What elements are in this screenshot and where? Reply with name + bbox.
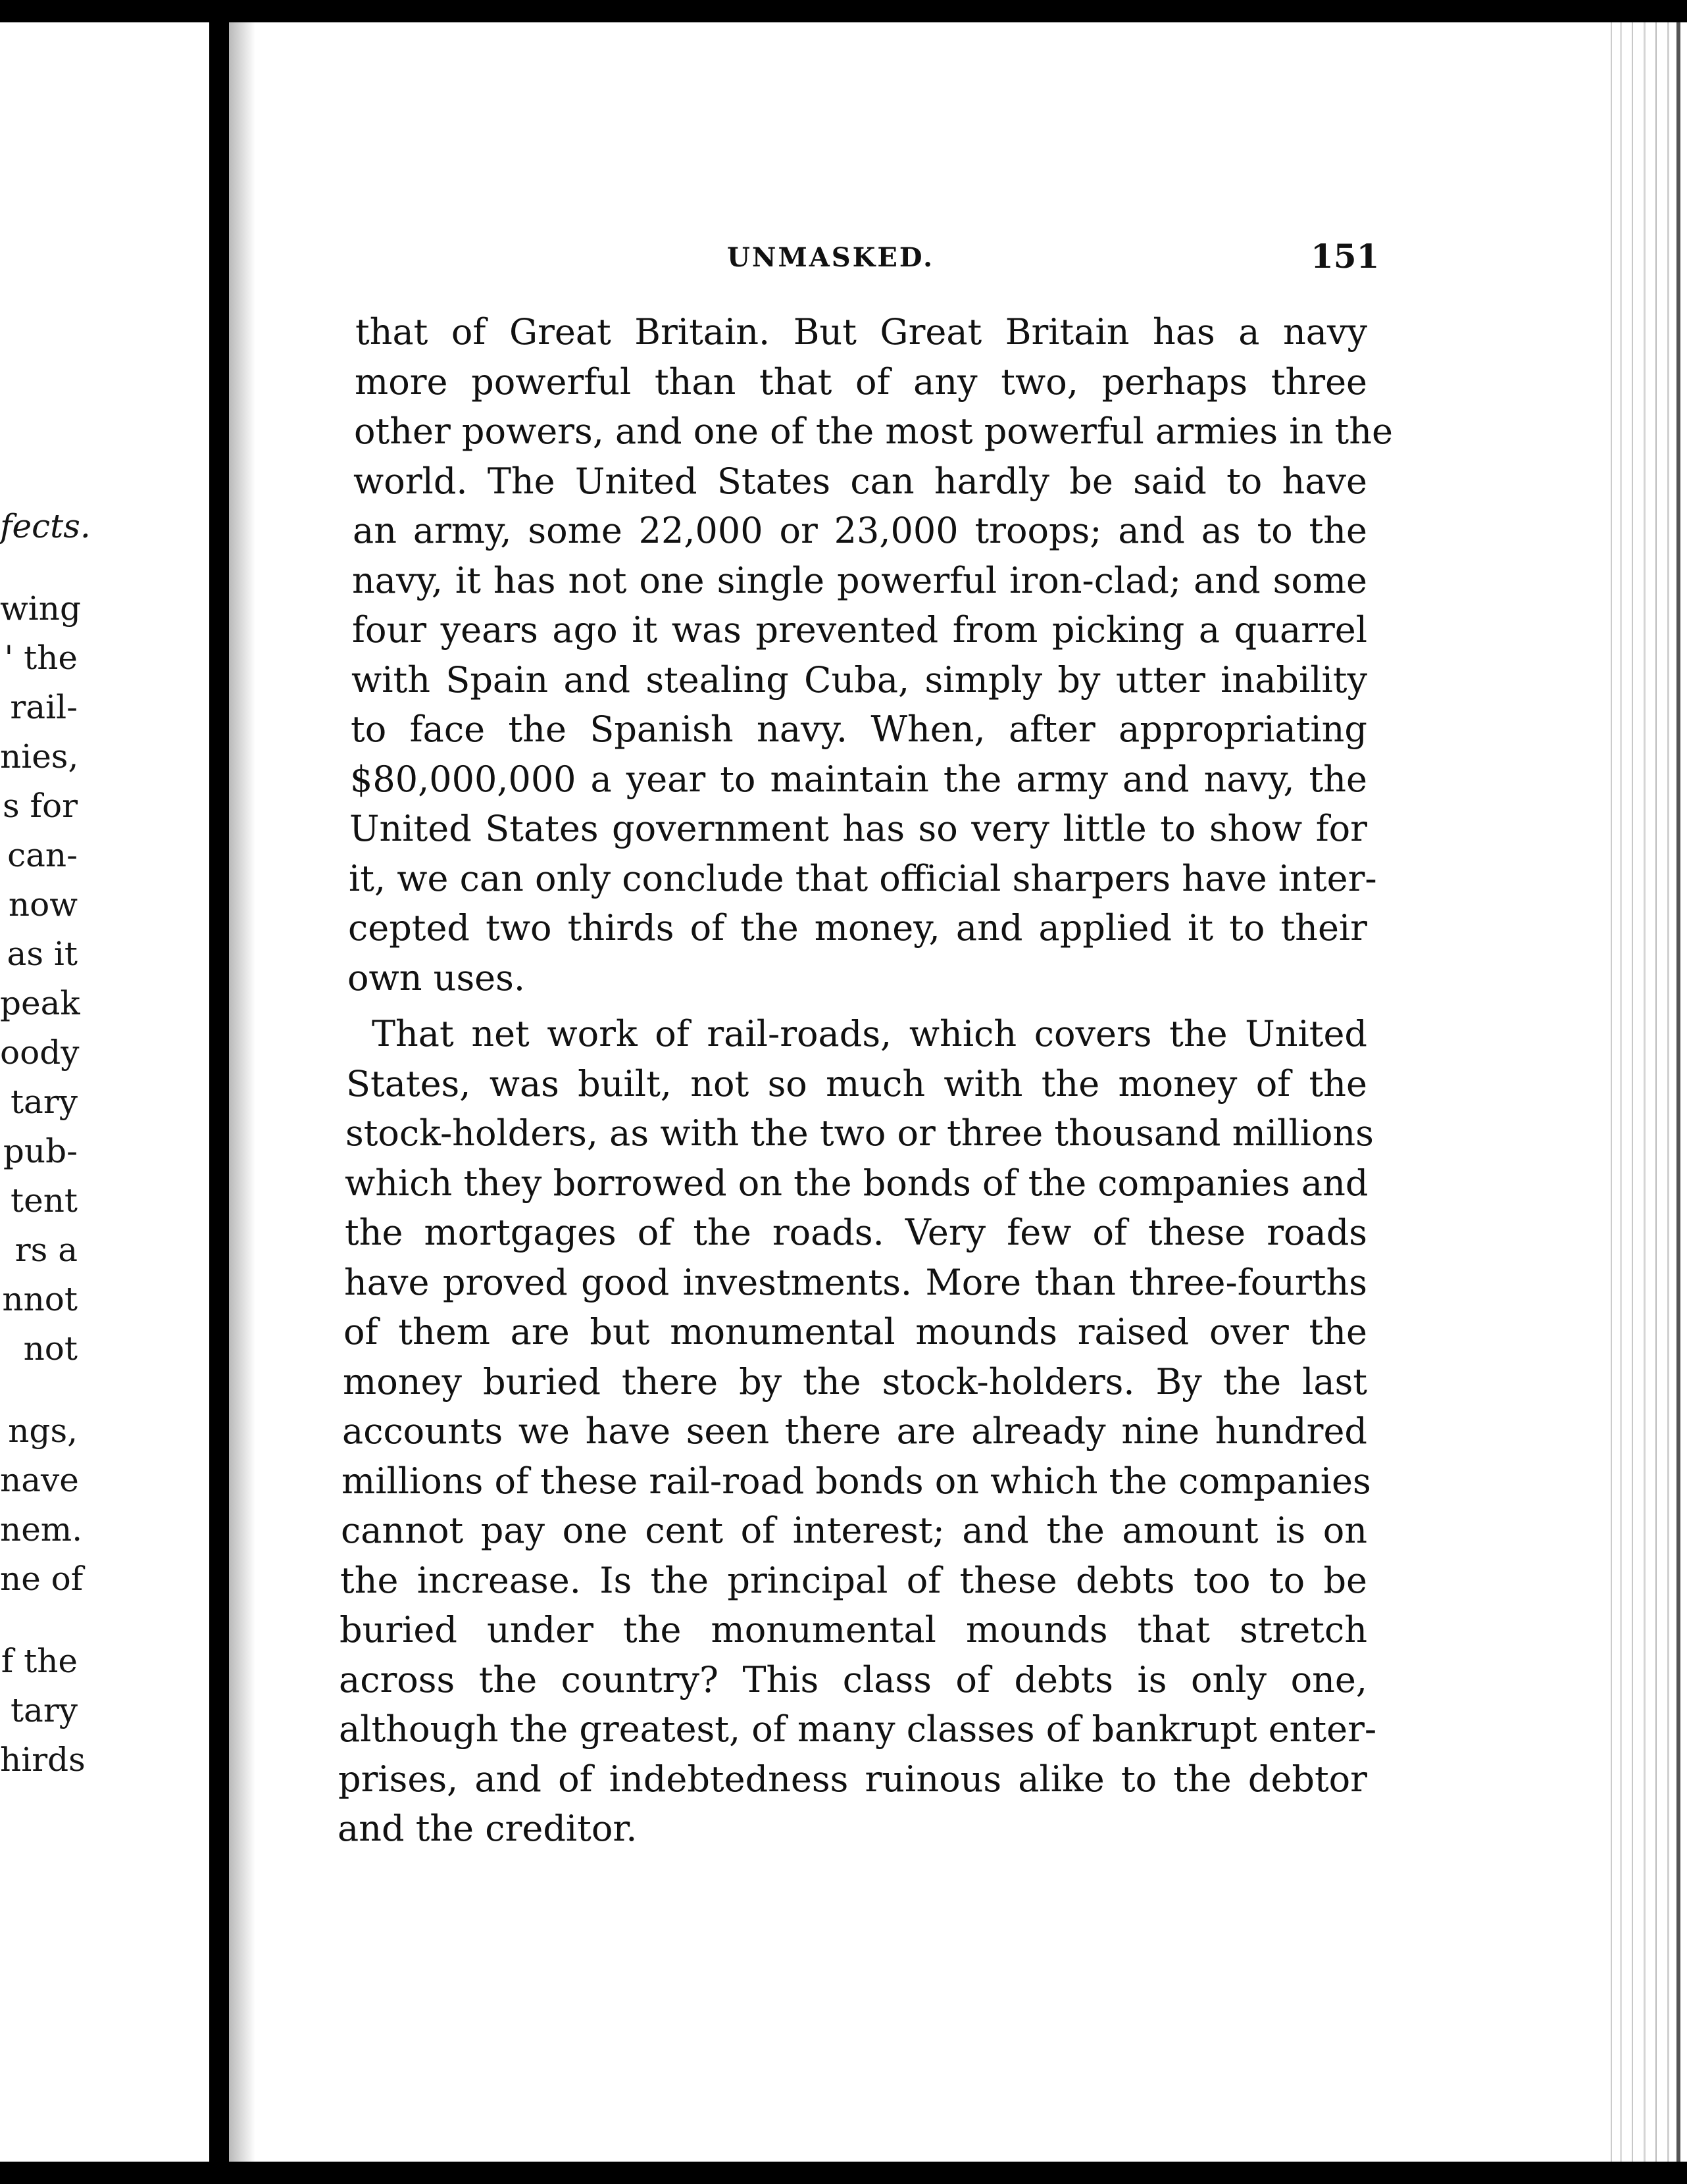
left-page-line: f the [1,1642,78,1680]
scan-top-border [0,0,1687,22]
book-gutter [209,22,229,2162]
left-page-line: fects. [0,507,91,545]
page-number: 151 [1311,237,1380,276]
left-page-line: tary [10,1083,78,1121]
text-line: States, was built, not so much with the money of the [346,1063,1367,1104]
left-page-fragment [0,22,209,2162]
left-page-line: rail- [10,688,78,726]
page-edge [1605,22,1687,2162]
text-line: to face the Spanish navy. When, after appropriating [351,708,1367,750]
text-line: That net work of rail-roads, which covers the United [372,1013,1367,1055]
left-page-line: tent [11,1181,78,1220]
text-line: the mortgages of the roads. Very few of these roads [345,1212,1367,1253]
text-line: stock-holders, as with the two or three thousand millions [345,1112,1374,1154]
text-line: other powers, and one of the most powerful armies in the [354,410,1393,452]
text-line: the increase. Is the principal of these debts too to be [340,1560,1367,1601]
gutter-shadow [229,22,255,2162]
left-page-line: ngs, [8,1412,78,1450]
scan-bottom-border [0,2162,1687,2184]
left-page-line: now [8,885,78,924]
left-page-line: oody [0,1033,80,1072]
left-page-line: as it [7,935,78,973]
left-page-line: nave [0,1461,79,1499]
text-line: buried under the monumental mounds that stretch [340,1609,1367,1650]
text-line: across the country? This class of debts is only one, [339,1659,1367,1700]
running-title: UNMASKED. [727,242,935,273]
text-line: although the greatest, of many classes of bankrupt enter- [339,1708,1377,1750]
left-page-line: s for [2,787,78,825]
text-line: own uses. [347,957,525,999]
text-line: United States government has so very little to show for [349,808,1367,849]
left-page-line: pub- [3,1132,78,1170]
left-page-line: tary [10,1691,78,1729]
text-line: prises, and of indebtedness ruinous alike to the debtor [338,1758,1367,1800]
text-line: an army, some 22,000 or 23,000 troops; and as to the [353,510,1367,551]
text-line: of them are but monumental mounds raised over the [343,1311,1367,1353]
text-line: that of Great Britain. But Great Britain has a navy [355,311,1367,353]
left-page-line: nem. [0,1510,83,1549]
left-page-line: wing [0,589,81,628]
text-line: four years ago it was prevented from picking a quarrel [352,609,1367,651]
text-line: which they borrowed on the bonds of the companies and [345,1162,1369,1204]
left-page-line: rs a [14,1231,78,1269]
left-page-line: ' the [4,639,78,677]
text-line: cannot pay one cent of interest; and the amount is on [341,1510,1367,1551]
text-line: and the creditor. [338,1808,638,1849]
text-line: money buried there by the stock-holders. By the last [343,1361,1367,1402]
text-line: navy, it has not one single powerful iron-clad; and some [352,560,1367,601]
text-line: cepted two thirds of the money, and applied it to their [348,907,1367,949]
text-line: millions of these rail-road bonds on which the companies [341,1460,1371,1502]
text-line: it, we can only conclude that official sharpers have inter- [349,858,1377,899]
left-page-line: can- [7,836,78,874]
left-page-line: ne of [0,1560,84,1598]
text-line: $80,000,000 a year to maintain the army and navy, the [350,758,1367,800]
text-line: world. The United States can hardly be said to have [353,460,1367,502]
left-page-line: not [23,1329,78,1368]
text-line: have proved good investments. More than three-fourths [344,1262,1367,1303]
left-page-line: peak [0,984,80,1022]
left-page-line: nnot [2,1280,78,1318]
text-line: with Spain and stealing Cuba, simply by utter inability [351,659,1367,701]
text-line: more powerful than that of any two, perhaps three [355,361,1367,403]
text-line: accounts we have seen there are already nine hundred [342,1410,1367,1452]
left-page-line: nies, [0,737,79,776]
left-page-line: hirds [0,1741,86,1779]
